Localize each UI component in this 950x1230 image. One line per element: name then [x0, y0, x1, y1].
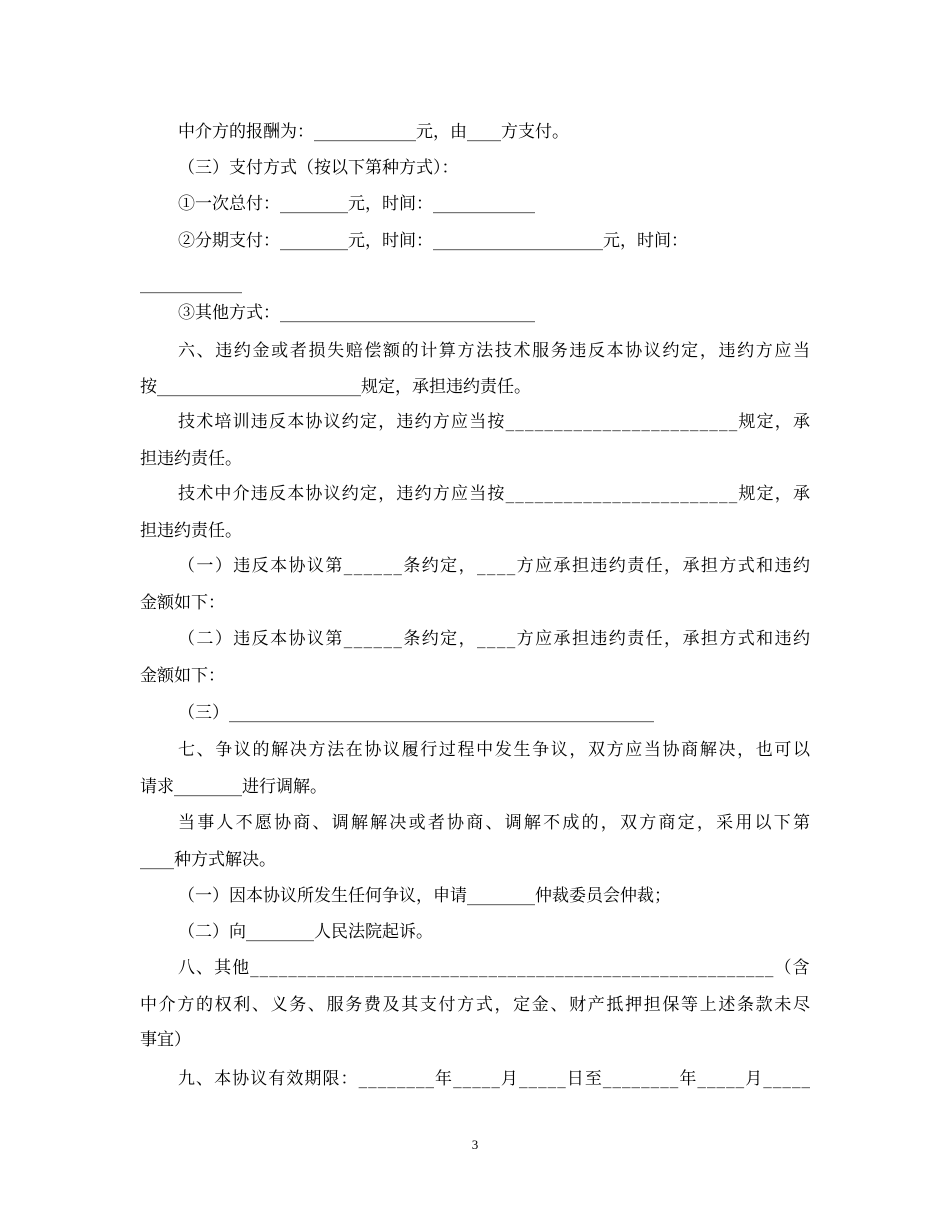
text-line: 当事人不愿协商、调解解决或者协商、调解不成的，双方商定，采用以下第 — [178, 813, 813, 833]
text-line: 八、其他_______________________________________________________（含 — [178, 958, 811, 978]
text-line: 担违约责任。 — [140, 521, 242, 541]
text-line: 按________________________规定，承担违约责任。 — [140, 377, 531, 397]
page-number: 3 — [471, 1137, 479, 1152]
text-line: 请求________进行调解。 — [140, 777, 327, 797]
text-line: 中介方的权利、义务、服务费及其支付方式，定金、财产抵押担保等上述条款未尽 — [140, 995, 812, 1015]
text-line: （三）__________________________________________________ — [178, 703, 654, 723]
text-line: （一）因本协议所发生任何争议，申请________仲裁委员会仲裁； — [178, 886, 671, 906]
text-line: 九、本协议有效期限：________年_____月_____日至________年_____月_____ — [178, 1069, 812, 1089]
text-line: ③其他方式：______________________________ — [178, 303, 535, 323]
text-line: 中介方的报酬为：____________元，由____方支付。 — [178, 122, 569, 142]
text-line: 技术中介违反本协议约定，违约方应当按________________________规定，承 — [178, 484, 812, 504]
text-line: 六、违约金或者损失赔偿额的计算方法技术服务违反本协议约定，违约方应当 — [178, 341, 812, 361]
text-line: 七、争议的解决方法在协议履行过程中发生争议，双方应当协商解决，也可以 — [178, 740, 812, 760]
text-line: ②分期支付：________元，时间：____________________元，时间： — [178, 231, 688, 251]
text-line: 金额如下： — [140, 593, 225, 613]
text-line: （二）向________人民法院起诉。 — [178, 922, 433, 942]
text-line: 事宜） — [140, 1030, 191, 1050]
text-line: 技术培训违反本协议约定，违约方应当按________________________规定，承 — [178, 412, 812, 432]
text-line: （一）违反本协议第______条约定，____方应承担违约责任，承担方式和违约 — [178, 556, 812, 576]
text-line: （三）支付方式（按以下第种方式）： — [178, 158, 459, 178]
text-line: 金额如下： — [140, 666, 225, 686]
text-line: ____种方式解决。 — [140, 850, 276, 870]
text-line: 担违约责任。 — [140, 449, 242, 469]
text-line: ①一次总付：________元，时间：____________ — [178, 194, 535, 214]
text-line: （二）违反本协议第______条约定，____方应承担违约责任，承担方式和违约 — [178, 629, 812, 649]
text-line: ____________ — [140, 274, 242, 294]
